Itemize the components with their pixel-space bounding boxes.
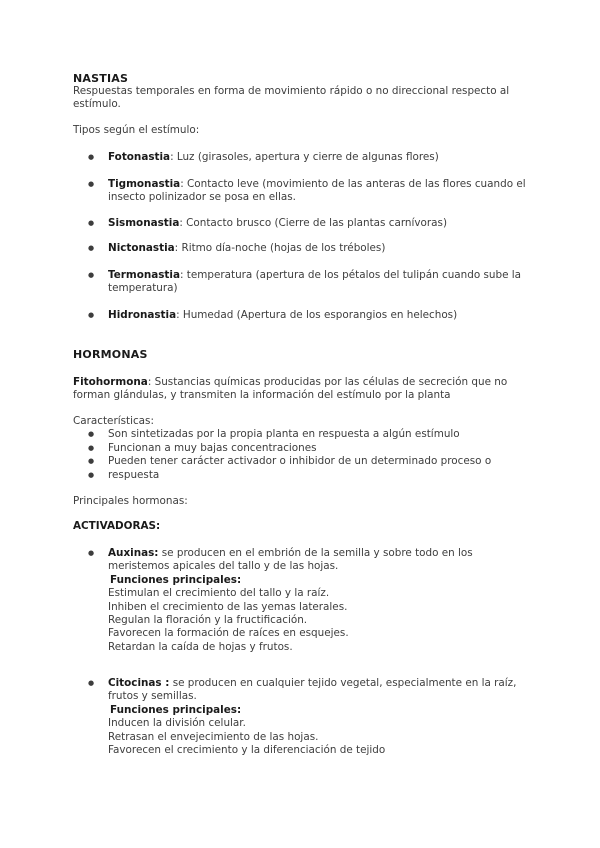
activadoras-label: ACTIVADORAS: xyxy=(73,520,161,532)
list-item-tigmonastia: ● Tigmonastia: Contacto leve (movimiento de las anteras de las flores cuando el insecto polinizador se posa en ellas. xyxy=(108,178,538,205)
list-item-sismonastia: ● Sismonastia: Contacto brusco (Cierre de las plantas carnívoras) xyxy=(108,217,538,230)
hormonas-heading: HORMONAS xyxy=(73,348,148,361)
list-item-nictonastia: ● Nictonastia: Ritmo día-noche (hojas de los tréboles) xyxy=(108,242,538,255)
list-item-citocinas: ● Citocinas : se producen en cualquier tejido vegetal, especialmente en la raíz, frutos y semillas. Funciones principales: Inducen la división celular. Retrasan el envejecimiento de las hojas. Favorecen el crecimiento y la diferenciación de tejido xyxy=(108,677,538,757)
main-hormones-label: Principales hormonas: xyxy=(73,495,188,507)
fitohormona-definition: Fitohormona: Sustancias químicas producidas por las células de secreción que no forman glándulas, y transmiten la información del estímulo por la planta xyxy=(73,376,508,402)
list-item: ● Son sintetizadas por la propia planta en respuesta a algún estímulo xyxy=(108,428,538,441)
list-item-termonastia: ● Termonastia: temperatura (apertura de los pétalos del tulipán cuando sube la temperatura) xyxy=(108,269,538,296)
citocinas-functions-label: Funciones principales: xyxy=(110,703,242,716)
nastias-intro: Respuestas temporales en forma de movimiento rápido o no direccional respecto al estímulo. xyxy=(73,85,510,111)
auxinas-functions-label: Funciones principales: xyxy=(110,573,242,586)
types-label: Tipos según el estímulo: xyxy=(73,124,200,136)
list-item: ● Funcionan a muy bajas concentraciones xyxy=(108,442,538,455)
nastias-heading: NASTIAS xyxy=(73,72,129,85)
list-item-hidronastia: ● Hidronastia: Humedad (Apertura de los esporangios en helechos) xyxy=(108,309,538,322)
list-item: ● Pueden tener carácter activador o inhibidor de un determinado proceso o xyxy=(108,455,538,468)
list-item-fotonastia: ● Fotonastia: Luz (girasoles, apertura y cierre de algunas flores) xyxy=(108,151,538,164)
list-item-auxinas: ● Auxinas: se producen en el embrión de la semilla y sobre todo en los meristemos apicales del tallo y de las hojas. Funciones principales: Estimulan el crecimiento del tallo y la raíz. Inhiben el crecimiento de las yemas laterales. Regulan la floración y la fructificación. Favorecen la formación de raíces en esquejes. Retardan la caída de hojas y frutos. xyxy=(108,547,538,654)
characteristics-label: Características: xyxy=(73,415,154,427)
list-item: ● respuesta xyxy=(108,469,538,482)
